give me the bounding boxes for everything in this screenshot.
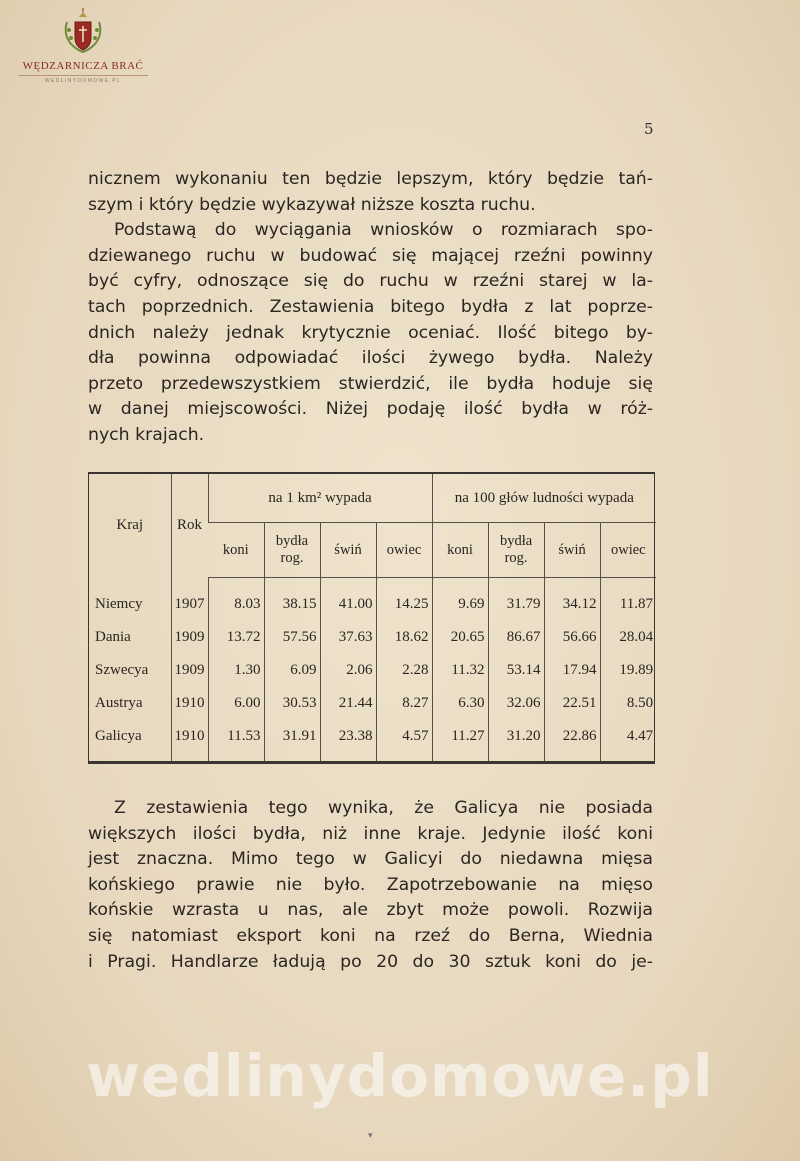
cell-value: 21.44 <box>320 687 376 720</box>
cell-value: 57.56 <box>264 621 320 654</box>
cell-year: 1910 <box>171 720 208 761</box>
paragraph-1 <box>88 167 653 449</box>
header-group-per-km2: na 1 km² wypada <box>208 474 432 523</box>
cell-year: 1909 <box>171 654 208 687</box>
cell-value: 31.91 <box>264 720 320 761</box>
cell-value: 31.79 <box>488 578 544 622</box>
page-number: 5 <box>644 120 654 138</box>
cell-value: 53.14 <box>488 654 544 687</box>
header-rok: Rok <box>171 474 208 578</box>
cell-value: 86.67 <box>488 621 544 654</box>
cell-value: 4.47 <box>600 720 656 761</box>
text-line: tach poprzednich. Zestawienia bitego bydła z lat poprze- <box>88 296 653 317</box>
text-line: dnich należy jednak krytycznie oceniać. Ilość bitego by- <box>88 322 653 343</box>
table-row <box>89 621 656 654</box>
cell-value: 4.57 <box>376 720 432 761</box>
logo-divider <box>18 75 148 76</box>
cell-value: 20.65 <box>432 621 488 654</box>
cell-value: 28.04 <box>600 621 656 654</box>
livestock-table-grid <box>89 474 656 761</box>
cell-country: Dania <box>95 629 131 645</box>
cell-value: 41.00 <box>320 578 376 622</box>
cell-year: 1909 <box>171 621 208 654</box>
cell-value: 19.89 <box>600 654 656 687</box>
header-bydla-rog: bydła rog. <box>488 523 544 578</box>
text-line: przeto przedewszystkiem stwierdzić, ile bydła hoduje się <box>88 373 653 394</box>
text-line: być cyfry, odnoszące się do ruchu w rzeźni starej w la- <box>88 271 653 292</box>
header-kraj: Kraj <box>116 517 144 534</box>
text-line: i Pragi. Handlarze ładują po 20 do 30 sztuk koni do je- <box>88 951 653 972</box>
text-line: większych ilości bydła, niż inne kraje. Jedynie ilość koni <box>88 823 653 844</box>
text-line: nych krajach. <box>88 424 205 445</box>
cell-country: Galicya <box>95 728 142 744</box>
text-line: końskiego prawie nie było. Zapotrzebowanie na mięso <box>88 874 653 895</box>
text-line: końskie wzrasta u nas, ale zbyt może powoli. Rozwija <box>88 900 653 921</box>
header-owiec: owiec <box>600 523 656 578</box>
livestock-table <box>88 472 655 764</box>
cell-value: 14.25 <box>376 578 432 622</box>
cell-value: 2.06 <box>320 654 376 687</box>
logo-title: WĘDZARNICZA BRAĆ <box>22 60 144 72</box>
text-line: dziewanego ruchu w budować się mającej rzeźni powinny <box>88 245 653 266</box>
text-line: szym i który będzie wykazywał niższe koszta ruchu. <box>88 194 536 215</box>
cell-value: 38.15 <box>264 578 320 622</box>
cell-country: Niemcy <box>95 595 143 612</box>
text-line: się natomiast eksport koni na rzeź do Berna, Wiednia <box>88 925 653 946</box>
cell-value: 8.50 <box>600 687 656 720</box>
cell-value: 9.69 <box>432 578 488 622</box>
cell-value: 1.30 <box>208 654 264 687</box>
footer-mark-icon: ▾ <box>368 1131 373 1141</box>
paragraph-2 <box>88 796 653 975</box>
header-bydla-rog: bydła rog. <box>264 523 320 578</box>
table-row <box>89 654 656 687</box>
cell-value: 11.87 <box>600 578 656 622</box>
logo-url: WEDLINYDOMOWE.PL <box>44 78 122 84</box>
cell-year: 1907 <box>171 578 208 622</box>
cell-value: 37.63 <box>320 621 376 654</box>
table-row <box>89 687 656 720</box>
cell-value: 18.62 <box>376 621 432 654</box>
table-row <box>89 720 656 761</box>
cell-value: 11.32 <box>432 654 488 687</box>
cell-value: 6.00 <box>208 687 264 720</box>
cell-value: 11.27 <box>432 720 488 761</box>
text-line: jest znaczna. Mimo tego w Galicyi do niedawna mięsa <box>88 849 653 870</box>
text-line: Z zestawienia tego wynika, że Galicya nie posiada <box>114 798 653 818</box>
header-koni: koni <box>432 523 488 578</box>
text-line: nicznem wykonaniu ten będzie lepszym, który będzie tań- <box>88 169 653 189</box>
cell-value: 13.72 <box>208 621 264 654</box>
cell-value: 31.20 <box>488 720 544 761</box>
cell-value: 6.30 <box>432 687 488 720</box>
header-group-per-100-people: na 100 głów ludności wypada <box>432 474 656 523</box>
cell-value: 22.86 <box>544 720 600 761</box>
cell-value: 11.53 <box>208 720 264 761</box>
cell-value: 30.53 <box>264 687 320 720</box>
header-owiec: owiec <box>376 523 432 578</box>
site-logo[interactable] <box>18 8 148 84</box>
watermark: wedlinydomowe.pl <box>86 1042 714 1110</box>
cell-value: 34.12 <box>544 578 600 622</box>
header-koni: koni <box>208 523 264 578</box>
header-swin: świń <box>320 523 376 578</box>
text-line: w danej miejscowości. Niżej podaję ilość bydła w róż- <box>88 399 653 420</box>
cell-value: 32.06 <box>488 687 544 720</box>
text-line: dła powinna odpowiadać ilości żywego bydła. Należy <box>88 348 653 369</box>
cell-value: 23.38 <box>320 720 376 761</box>
cell-country: Szwecya <box>95 662 149 678</box>
cell-value: 8.27 <box>376 687 432 720</box>
cell-value: 8.03 <box>208 578 264 622</box>
cell-value: 2.28 <box>376 654 432 687</box>
cell-year: 1910 <box>171 687 208 720</box>
header-swin: świń <box>544 523 600 578</box>
cell-value: 6.09 <box>264 654 320 687</box>
cell-value: 22.51 <box>544 687 600 720</box>
cell-value: 17.94 <box>544 654 600 687</box>
cell-value: 56.66 <box>544 621 600 654</box>
cell-country: Austrya <box>95 695 143 711</box>
table-row <box>89 578 656 622</box>
coat-of-arms-icon <box>61 8 105 58</box>
text-line: Podstawą do wyciągania wniosków o rozmiarach spo- <box>114 220 653 241</box>
